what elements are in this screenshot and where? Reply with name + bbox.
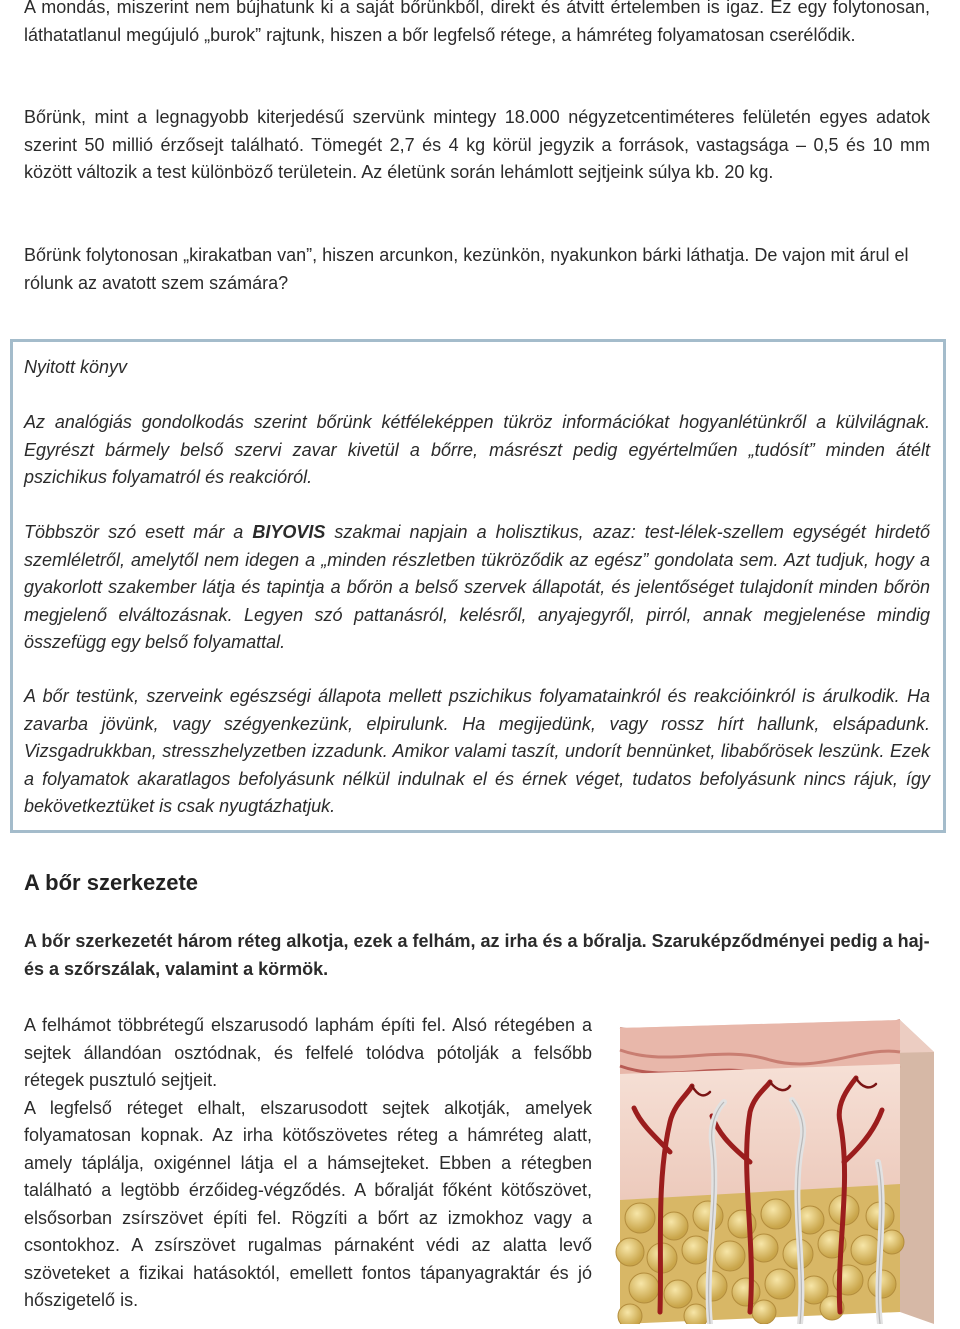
section-heading: A bőr szerkezete xyxy=(24,870,199,895)
intro-paragraph-3: Bőrünk folytonosan „kirakatban van”, hiszen arcunkon, kezünkön, nyakunkon bárki láthatja. De vajon mit árul el rólunk az avatott szem számára? xyxy=(24,245,909,293)
info-box-paragraph-2 xyxy=(24,519,930,657)
info-box-paragraph-3: A bőr testünk, szerveink egészségi állapota mellett pszichikus folyamatainkról és reakcióinkról is árulkodik. Ha zavarba jövünk, vagy szégyenkezünk, elpirulunk. Ha megijedünk, vagy rossz hírt hallunk, elsápadunk. Vizsgadrukkban, stresszhelyzetben izzadunk. Amikor valami taszít, undorít bennünket, libabőrösek leszünk. Ezek a folyamatok akaratlagos befolyásunk nélkül indulnak el és érnek véget, tudatos befolyásunk nincs rájuk, így bekövetkeztüket is csak nyugtázhatjuk. xyxy=(24,686,930,816)
section-body-paragraph-2: A legfelső réteget elhalt, elszarusodott sejtek alkotják, amelyek folyamatosan kopnak. Az irha kötőszövetes réteg a hámréteg alatt, amely táplálja, oxigénnel látja el a hámsejteket. Ebben a rétegben található a legtöbb érzőideg-végződés. A bőralját főként kötőszövet, elsősorban zsírszövet építi fel. Rögzíti a bőrt az izmokhoz vagy a csontokhoz. A zsírszövet rugalmas párnaként védi az alatta levő szöveteket a fizikai hatásoktól, emellett fontos tápanyagraktár és jó hőszigetelő is. xyxy=(24,1097,592,1310)
info-box-paragraph-2-rest: szakmai napjain a holisztikus, azaz: test-lélek-szellem egységét hirdető szemléletről, amelytől nem idegen a „minden részletben tükröződik az egész” gondolata sem. Azt tudjuk, hogy a gyakorlott szakember látja és tapintja a bőrön a belső szervek állapotát, és jelentőséget tulajdonít minden bőrön megjelenő elváltozásnak. Legyen szó pattanásról, kelésről, anyajegyről, pirról, annak megjelenése mindig összefügg egy belső folyamattal. xyxy=(24,522,930,652)
section-body-paragraph-1: A felhámot többrétegű elszarusodó laphám építi fel. Alsó rétegében a sejtek állandóan osztódnak, és felfelé tolódva pótolják a felsőbb rétegek pusztuló sejtjeit. xyxy=(24,1015,592,1090)
info-box-paragraph-1: Az analógiás gondolkodás szerint bőrünk kétféleképpen tükröz információkat hogyanlétünkről a külvilágnak. Egyrészt bármely belső szervi zavar kivetül a bőrre, másrészt pedig egyértelműen „tudósít” minden átélt pszichikus folyamatról és reakcióról. xyxy=(24,412,930,487)
skin-cross-section-illustration xyxy=(600,1012,936,1324)
brand-name: BIYOVIS xyxy=(252,522,326,542)
intro-paragraph-1: A mondás, miszerint nem bújhatunk ki a saját bőrünkből, direkt és átvitt értelemben is igaz. Ez egy folytonosan, láthatatlanul megújuló „burok” rajtunk, hiszen a bőr legfelső rétege, a hámréteg folyamatosan cserélődik. xyxy=(24,0,930,45)
intro-paragraph-2: Bőrünk, mint a legnagyobb kiterjedésű szervünk mintegy 18.000 négyzetcentiméteres felületén egyes adatok szerint 50 millió érzősejt található. Tömegét 2,7 és 4 kg körül jegyzik a források, vastagsága – 0,5 és 10 mm között változik a test különböző területein. Az életünk során lehámlott sejtjeink súlya kb. 20 kg. xyxy=(24,107,930,182)
info-box-title: Nyitott könyv xyxy=(24,357,128,377)
section-body xyxy=(24,1012,592,1315)
info-box xyxy=(10,339,946,833)
section-lead: A bőr szerkezetét három réteg alkotja, ezek a felhám, az irha és a bőralja. Szaruképződményei pedig a haj- és a szőrszálak, valamint a körmök. xyxy=(24,931,930,979)
info-box-paragraph-2-start: Többször szó esett már a xyxy=(24,522,253,542)
